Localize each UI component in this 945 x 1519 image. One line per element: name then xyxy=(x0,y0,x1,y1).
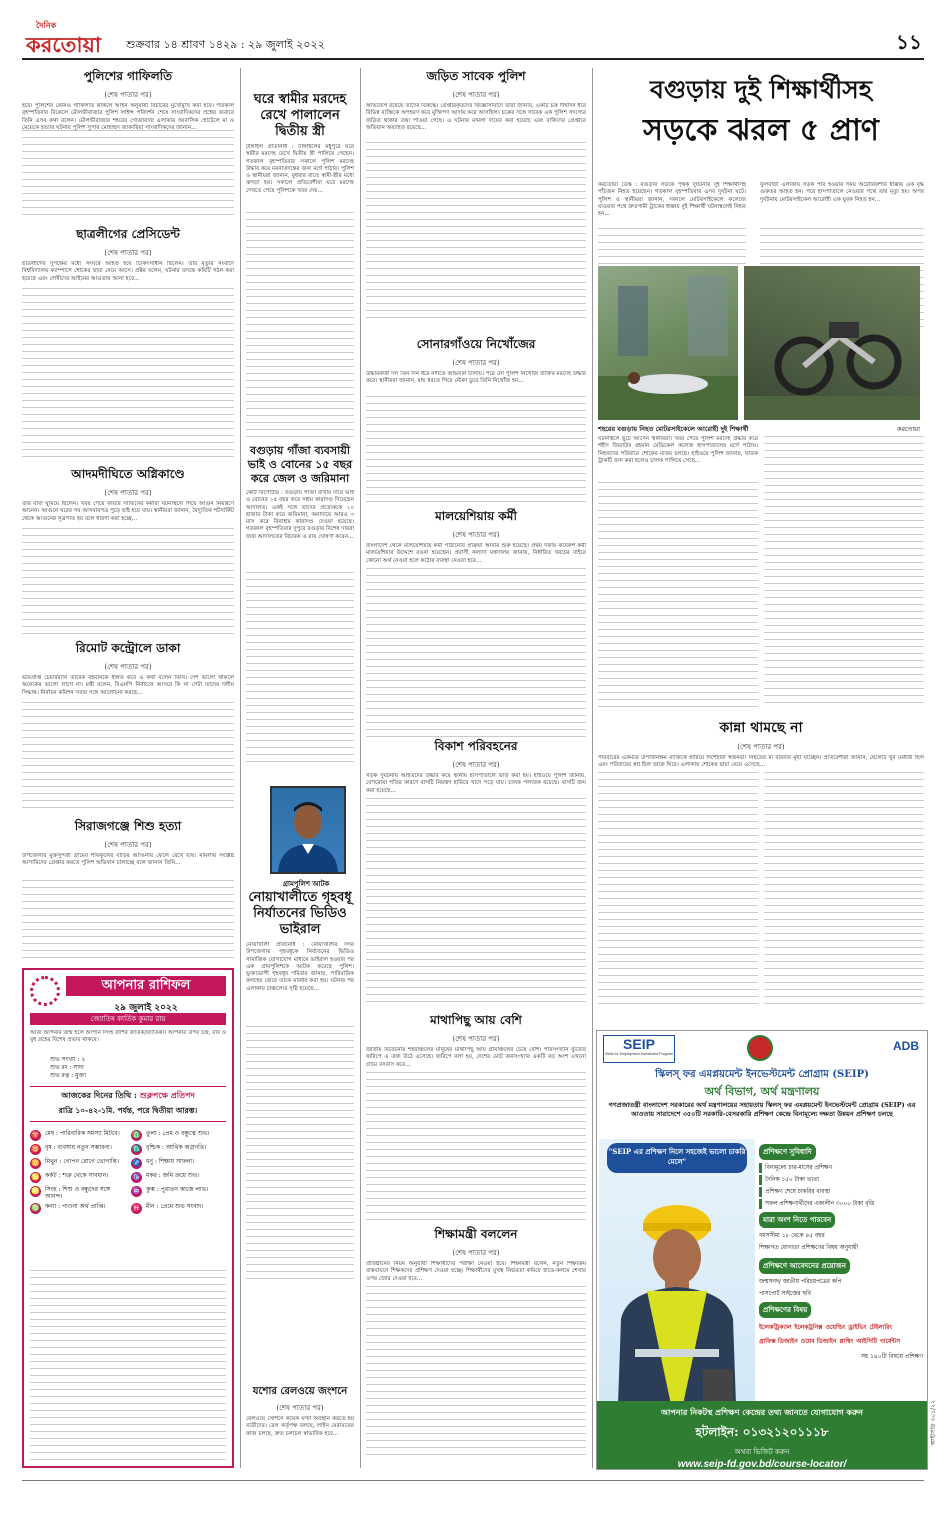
lucky-value: সাদা xyxy=(73,1064,84,1071)
scorpio-icon: ♏ xyxy=(132,1145,141,1153)
article-headline[interactable]: নোয়াখালীতে গৃহবধূ নির্যাতনের ভিডিও ভাইরাল xyxy=(248,890,352,937)
docs-item: জন্মসনদ/ জাতীয় পরিচয়পত্রের কপি xyxy=(759,1279,842,1285)
main-headline-2[interactable]: সড়কে ঝরল ৫ প্রাণ xyxy=(643,113,879,148)
text-lines xyxy=(366,1072,586,1222)
horoscope-title-bar xyxy=(66,976,226,996)
govt-seal-icon xyxy=(747,1035,773,1061)
article-ganja xyxy=(246,444,354,550)
zodiac-text: বৃশ্চিক : আর্থিক অগ্রগতি। xyxy=(146,1144,207,1151)
text-lines xyxy=(764,436,924,708)
article-body: উপজেলার মুক্তসুন্দরী গ্রামের শফিকুলের বাড়ির আঙিনায় ফেলে রেখে যায়। মামলায় সংশ্লিষ্ট আসামিদের গ্রেপ্তার করতে পুলিশ অভিযান চালাচ্ছে বলে জানান তিনি... xyxy=(22,853,234,867)
article-headline[interactable]: যশোর রেলওয়ে জংশনে xyxy=(252,1386,348,1397)
topic-item: প্লাম্বিং xyxy=(839,1338,854,1345)
article-police xyxy=(22,68,234,133)
article-headline[interactable]: পুলিশের গাফিলতি xyxy=(83,69,173,83)
text-lines xyxy=(366,1286,586,1456)
seip-logo xyxy=(603,1035,675,1063)
aquarius-icon: ♒ xyxy=(132,1187,141,1195)
article-adamdighi xyxy=(22,466,234,531)
topic-item: গার্মেন্টস xyxy=(879,1338,901,1345)
zodiac-item[interactable] xyxy=(131,1203,226,1214)
ad-title: স্কিলস্ ফর এমপ্লয়মেন্ট ইনভেস্টমেন্ট প্রোগ্রাম (SEIP) xyxy=(655,1069,869,1080)
article-body: টাঙ্গাইল প্রতিনিধি : টাঙ্গাইলের মধুপুরে ঘরে স্বামীর মরদেহ রেখে দ্বিতীয় স্ত্রী পালিয়ে গেছেন। গতকাল বৃহস্পতিবার সকালে পুলিশ মরদেহ উদ্ধার করে ময়নাতদন্তের জন্য মর্গে পাঠায়। পুলিশ ও স্থানীয়রা জানান, বুধবার রাতে স্বামী-স্ত্রীর মধ্যে ঝগড়া হয়। সকালে প্রতিবেশীরা ঘরে মরদেহ দেখতে পেয়ে পুলিশকে খবর দেয়... xyxy=(246,144,354,194)
article-body: রেলওয়ে স্টেশনে কয়েক ঘণ্টা অবস্থান করতে হয় যাত্রীদের। রেল কর্তৃপক্ষ বলছে, লাইন মেরামতের কাজ চলছে, দ্রুত চলাচল স্বাভাবিক হবে... xyxy=(246,1416,354,1437)
topic-item: গ্রাফিক্স ডিজাইন xyxy=(759,1338,798,1345)
text-lines xyxy=(22,880,234,960)
tithi-value: শুক্লপক্ষে প্রতিপদ xyxy=(139,1090,195,1100)
article-sub: (শেষ পাতার পর) xyxy=(104,91,152,99)
visit-text: অথবা ভিজিট করুন xyxy=(734,1448,790,1456)
text-lines xyxy=(598,228,746,264)
text-lines xyxy=(366,142,586,322)
pisces-icon: ♓ xyxy=(132,1204,141,1212)
text-lines xyxy=(366,798,586,1008)
horoscope-date: ২৯ জুলাই ২০২২ xyxy=(114,1003,178,1013)
topic-item: ওয়েব ডিজাইন xyxy=(800,1338,837,1345)
zodiac-item[interactable] xyxy=(131,1172,226,1183)
main-body-left: করতোয়া ডেস্ক : বগুড়ার সড়কে পৃথক দুর্ঘটনায় দুই শিক্ষার্থীসহ পাঁচজন নিহত হয়েছেন। গতকাল বৃহস্পতিবার এসব দুর্ঘটনা ঘটে। পুলিশ ও স্থানীয়রা জানান, সকালে মোটরসাইকেলে কলেজে যাওয়ার পথে দ্রুতগামী ট্রাকের ধাক্কায় দুই শিক্ষার্থী ঘটনাস্থলেই নিহত হন... xyxy=(598,182,746,218)
article-body: ছাত্রলীগের দুপক্ষের মধ্যে সংঘর্ষে আহত হয়ে চিকিৎসাধীন ছিলেন। তার মৃত্যুর সংবাদে বিশ্ববিদ্যালয় ক্যাম্পাসে শোকের ছায়া নেমে আসে। প্রক্টর বলেন, ঘটনার তদন্তে কমিটি গঠন করা হয়েছে এবং দোষীদের আইনের আওতায় আনা হবে... xyxy=(22,261,234,282)
zodiac-item[interactable] xyxy=(131,1158,226,1169)
aries-icon: ♈ xyxy=(31,1131,40,1139)
eligibility-item: শিক্ষাগত যোগ্যতা প্রশিক্ষণের বিষয় অনুযায়ী xyxy=(759,1245,859,1251)
accident-photo-left xyxy=(598,266,738,420)
article-shirajganj xyxy=(22,818,234,883)
main-photo-caption-right: করতোয়া xyxy=(896,425,920,433)
zodiac-text: কুম্ভ : পুরাতন কাজে লাভ। xyxy=(146,1186,209,1193)
article-jessore xyxy=(246,1384,354,1476)
leo-icon: ♌ xyxy=(31,1187,40,1195)
hotline-number[interactable]: ০১৩২১২০১১১৮ xyxy=(742,1425,829,1439)
zodiac-item[interactable] xyxy=(30,1144,125,1155)
contact-bar xyxy=(597,1401,927,1469)
article-headline[interactable]: ছাত্রলীগের প্রেসিডেন্ট xyxy=(76,227,180,241)
cancer-icon: ♋ xyxy=(31,1173,40,1181)
lucky-row: শুভ রত্ন : মুক্তা xyxy=(50,1072,86,1079)
article-husband xyxy=(246,92,354,204)
column-divider xyxy=(360,68,361,1468)
zodiac-wheel-icon xyxy=(30,976,60,1006)
text-lines xyxy=(22,528,234,636)
topics-section xyxy=(759,1297,923,1362)
text-lines xyxy=(246,572,354,762)
lucky-row: শুভ রং : সাদা xyxy=(50,1064,84,1071)
benefit-item: প্রশিক্ষণ শেষে চাকরির ব্যবস্থা xyxy=(759,1187,923,1197)
zodiac-item[interactable] xyxy=(131,1130,226,1141)
benefit-item: বিনামূল্যে চার-মাসের প্রশিক্ষণ xyxy=(759,1163,923,1173)
topic-item: ড্রাইভিং xyxy=(848,1324,867,1331)
horoscope-intro: আজ আপনার জন্ম হলে আপনি সিংহ রাশির জাতক/জাতিকা। আপনার উপর চন্দ্র, রবি ও বুধ গ্রহের বিশেষ প্রভাব থাকবে। xyxy=(30,1030,226,1044)
topic-item: ইলেকট্রিক্যাল xyxy=(759,1324,792,1331)
benefits-section xyxy=(759,1139,923,1209)
benefit-item: সফল প্রশিক্ষণার্থীদের একালীন ৩০০০ টাকা বৃত্তি xyxy=(759,1199,923,1209)
text-lines xyxy=(22,702,234,812)
page-number: ১১ xyxy=(896,30,922,54)
article-headline[interactable]: কান্না থামছে না xyxy=(719,720,803,736)
article-sonargaon xyxy=(366,336,586,401)
text-lines xyxy=(366,568,586,738)
article-sub: (শেষ পাতার পর) xyxy=(104,663,152,671)
text-lines xyxy=(22,130,234,220)
lucky-value: ২ xyxy=(81,1056,86,1063)
lucky-label: শুভ সংখ্যা xyxy=(50,1056,76,1063)
eligibility-section xyxy=(759,1207,923,1253)
topic-item: ইলেকট্রনিক্স xyxy=(794,1324,823,1331)
zodiac-text: সিংহ : শিশু ও বন্ধুদের সঙ্গে আনন্দ। xyxy=(45,1186,111,1200)
accident-photo-right xyxy=(744,266,920,420)
zodiac-text: মিথুন : গোপন রোগে ভোগান্তি। xyxy=(45,1158,120,1165)
adb-logo: ADB xyxy=(893,1039,919,1053)
article-body: বাংলাদেশ থেকে মালয়েশিয়ায় কর্মী পাঠানোর প্রক্রিয়া আবার শুরু হয়েছে। প্রথম দফায় কয়েকশ কর্মী মালয়েশিয়ার উদ্দেশে রওনা হয়েছেন। প্রবাসী কল্যাণ মন্ত্রণালয় জানায়, নির্ধারিত খরচের বাইরে কোনো অর্থ নেওয়া হলে কঠোর ব্যবস্থা নেওয়া হবে... xyxy=(366,543,586,564)
topics-grid xyxy=(759,1322,923,1347)
article-sub: (শেষ পাতার পর) xyxy=(737,743,785,751)
main-body-lower: ঘটনাস্থলে ছুটে আসেন স্থানীয়রা। খবর পেয়ে পুলিশ মরদেহ উদ্ধার করে শহীদ জিয়াউর রহমান মেডিকেল কলেজ হাসপাতালের মর্গে পাঠায়। নিহতদের পরিবারে শোকের মাতম চলছে। হাইওয়ে পুলিশ জানায়, ঘাতক ট্রাকটি জব্দ করা হলেও চালক পালিয়ে গেছে... xyxy=(598,436,758,464)
horoscope-author-bar xyxy=(30,1013,226,1025)
article-malaysia xyxy=(366,508,586,573)
article-body: উদ্ধারকারী দল তিন দিন ধরে নদীতে অভিযান চালায়। পরে নৌ পুলিশ নিখোঁজ ব্যক্তির মরদেহ উদ্ধার করে। স্থানীয়রা জানান, মাছ ধরতে গিয়ে নৌকা ডুবে তিনি নিখোঁজ হন... xyxy=(366,371,586,385)
article-sub: (শেষ পাতার পর) xyxy=(104,249,152,257)
article-sub: (শেষ পাতার পর) xyxy=(104,489,152,497)
paper-name-small: দৈনিক xyxy=(36,20,57,30)
article-education xyxy=(366,1226,586,1291)
article-headline[interactable]: মাথাপিছু আয় বেশি xyxy=(430,1013,522,1027)
article-headline[interactable]: মালয়েশিয়ায় কর্মী xyxy=(435,509,517,523)
tithi-box xyxy=(30,1086,226,1122)
horoscope-author: জ্যোতিষ কার্তিক কুমার রায় xyxy=(90,1015,166,1023)
article-student xyxy=(22,226,234,291)
article-noakhali xyxy=(246,890,354,1012)
article-sub: (শেষ পাতার পর) xyxy=(104,841,152,849)
article-body: সড়ক দুর্ঘটনায় আহতদের উদ্ধার করে স্থানীয় হাসপাতালে ভর্তি করা হয়। হাইওয়ে পুলিশ জানায়, বেপরোয়া গতির কারণে বাসটি নিয়ন্ত্রণ হারিয়ে খাদে পড়ে যায়। চালক পলাতক রয়েছে। বাসটি জব্দ করা হয়েছে... xyxy=(366,773,586,794)
article-sub: (শেষ পাতার পর) xyxy=(452,1249,500,1257)
header-rule xyxy=(22,58,924,60)
article-sub: (শেষ পাতার পর) xyxy=(452,91,500,99)
article-bikash xyxy=(366,738,586,803)
paper-name[interactable]: করতোয়া xyxy=(26,32,101,57)
contact-line: আপনার নিকটস্থ প্রশিক্ষণ কেন্দ্রের তথ্য জানতে যোগাযোগ করুন xyxy=(661,1407,863,1417)
article-sub: (শেষ পাতার পর) xyxy=(452,1035,500,1043)
text-lines xyxy=(22,288,234,458)
article-body: অভিযোগ রয়েছে তাদের বিরুদ্ধে। গ্রেপ্তারকৃতদের জিজ্ঞাসাবাদে তারা জানায়, একটি চক্র দীর্ঘদিন ধরে বিভিন্ন ব্যক্তিকে অপহরণ করে মুক্তিপণ আদায় করে আসছিল। চক্রের সঙ্গে সাবেক এক পুলিশ সদস্যের জড়িত থাকার তথ্য পাওয়া গেছে। এ ঘটনায় মামলা দায়ের করা হয়েছে এবং বাকিদের গ্রেপ্তারে অভিযান অব্যাহত রয়েছে... xyxy=(366,103,586,131)
taurus-icon: ♉ xyxy=(31,1145,40,1153)
article-body: নোয়াখালী প্রতিনিধি : নোয়াখালীর সদর উপজেলায় গৃহবধূকে নির্যাতনের ভিডিও সামাজিক যোগাযোগ মাধ্যমে ভাইরাল হওয়ার পর এক গ্রামপুলিশকে আটক করেছে পুলিশ। ভুক্তভোগী গৃহবধূর পরিবার জানায়, পারিবারিক কলহের জেরে তাকে মারধর করা হয়। ঘটনার পর এলাকায় চাঞ্চল্যের সৃষ্টি হয়েছে... xyxy=(246,942,354,992)
text-lines xyxy=(366,396,586,506)
article-body: তার বাবা ঘুমিয়ে ছিলেন। খবর পেয়ে ফায়ার সার্ভিসের কর্মীরা ঘটনাস্থলে গিয়ে আগুন নিয়ন্ত্রণে আনেন। আগুনে ঘরের সব আসবাবপত্র পুড়ে ছাই হয়ে যায়। স্থানীয়রা জানান, বৈদ্যুতিক শর্টসার্কিট থেকে আগুনের সূত্রপাত হয় বলে ধারণা করা হচ্ছে... xyxy=(22,501,234,522)
seip-advertisement[interactable] xyxy=(596,1030,928,1470)
article-crying xyxy=(598,716,924,777)
article-sub: (শেষ পাতার পর) xyxy=(452,761,500,769)
portrait-photo xyxy=(270,786,346,874)
zodiac-item[interactable] xyxy=(30,1186,125,1200)
gemini-icon: ♊ xyxy=(31,1159,40,1167)
zodiac-item[interactable] xyxy=(131,1144,226,1155)
zodiac-item[interactable] xyxy=(30,1130,125,1141)
main-headline-1[interactable]: বগুড়ায় দুই শিক্ষার্থীসহ xyxy=(650,75,872,104)
benefits-title: প্রশিক্ষণে সুবিধাদি xyxy=(759,1144,816,1160)
lucky-label: শুভ রত্ন xyxy=(50,1072,70,1079)
zodiac-item[interactable] xyxy=(30,1203,125,1214)
article-sub: (শেষ পাতার পর) xyxy=(452,359,500,367)
eligibility-title: যারা অংশ নিতে পারবেন xyxy=(759,1212,835,1228)
article-body: কোর্ট রিপোর্টার : বগুড়ায় গাঁজা রাখার দায়ে ভাই ও বোনের ১৫ বছর করে সশ্রম কারাদণ্ড দিয়েছেন আদালত। একই সঙ্গে তাদের প্রত্যেককে ১০ হাজার টাকা করে জরিমানা, অনাদায়ে আরও ৩ মাস করে বিনাশ্রম কারাদণ্ড দেওয়া হয়েছে। গতকাল বৃহস্পতিবার দুপুরে বগুড়ার বিশেষ দায়রা জজ আদালতের বিচারক এ রায় ঘোষণা করেন... xyxy=(246,490,354,540)
lucky-label: শুভ রং xyxy=(50,1064,68,1071)
article-body: জাতীয় বিবেচনায় শহরাঞ্চলের মানুষের মাথাপিছু আয় গ্রামাঞ্চলের চেয়ে বেশি। পরিসংখ্যান ব্যুরোর জরিপে এ তথ্য উঠে এসেছে। জরিপে বলা হয়, দেশের মোট জনসংখ্যার একটি বড় অংশ এখনো গ্রামে বসবাস করে... xyxy=(366,1047,586,1068)
topics-more: সহ ১৪০টি বিষয়ে প্রশিক্ষণ xyxy=(860,1353,923,1360)
docs-item: পাসপোর্ট সাইজের ছবি xyxy=(759,1291,811,1297)
motorcycle-wreck-icon xyxy=(744,266,920,420)
docs-section xyxy=(759,1253,923,1299)
topic-item: আইসিটি xyxy=(856,1338,877,1345)
text-lines xyxy=(30,1270,226,1460)
horoscope-box xyxy=(22,968,234,1468)
article-income xyxy=(366,1012,586,1077)
ad-side-code: আইসিডি ৩০১/২২ xyxy=(930,1400,937,1446)
zodiac-text: মকর : জমি ক্রয়ে শুভ। xyxy=(146,1172,200,1179)
article-headline[interactable]: জড়িত সাবেক পুলিশ xyxy=(426,69,526,83)
column-divider xyxy=(592,68,593,1468)
zodiac-item[interactable] xyxy=(30,1158,125,1169)
text-lines xyxy=(598,482,758,708)
seip-logo-sub: Skills for Employment Investment Program xyxy=(605,1052,673,1056)
article-body: ভারপ্রাপ্ত চেয়ারম্যান তারেক রহমানকে ইঙ্গিত করে এ কথা বলেন তিনি। দেশ ভালো থাকলে অনেকের ভালো লাগে না। মন্ত্রী বলেন, বিএনপি নির্বাচনে আসবে কি না সেটা তাদের দলীয় সিদ্ধান্ত। নির্বাচন কমিশন সবার সঙ্গে আলোচনা করছে... xyxy=(22,675,234,696)
portrait-caption: গ্রামপুলিশ আটক xyxy=(282,879,330,888)
tithi-time: রাত্রি ১০-৪২-১মি. পর্যন্ত, পরে দ্বিতীয়া আরম্ভ। xyxy=(58,1106,198,1115)
text-lines xyxy=(764,772,924,1010)
worker-illustration xyxy=(599,1139,755,1439)
article-headline[interactable]: সোনারগাঁওয়ে নিখোঁজের xyxy=(416,337,536,351)
article-sub: (শেষ পাতার পর) xyxy=(452,531,500,539)
zodiac-text: তুলা : প্রেম ও বন্ধুত্বে শুভ। xyxy=(146,1130,210,1137)
article-headline[interactable]: সিরাজগঞ্জে শিশু হত্যা xyxy=(74,819,182,833)
engineer-icon xyxy=(607,1179,747,1433)
hotline-label: হটলাইন: xyxy=(695,1425,739,1439)
accident-scene-icon xyxy=(598,266,738,420)
article-sub: (শেষ পাতার পর) xyxy=(276,1404,324,1412)
masthead xyxy=(22,18,924,62)
sagittarius-icon: ♐ xyxy=(132,1159,141,1167)
zodiac-text: ধনু : শিক্ষায় সাফল্য। xyxy=(146,1158,195,1165)
lucky-list xyxy=(50,1056,220,1080)
text-lines xyxy=(246,212,354,442)
zodiac-text: বৃষ : ব্যবসায় নতুন সম্ভাবনা। xyxy=(45,1144,112,1151)
lucky-row: শুভ সংখ্যা : ২ xyxy=(50,1056,86,1063)
text-lines xyxy=(246,1026,354,1282)
article-headline[interactable]: আদমদীঘিতে অগ্নিকাণ্ডে xyxy=(71,467,185,481)
person-portrait-icon xyxy=(272,788,344,872)
date-line: শুক্রবার ১৪ শ্রাবণ ১৪২৯ : ২৯ জুলাই ২০২২ xyxy=(126,38,325,51)
benefit-item: দৈনিক ১৫০ টাকা ভাতা xyxy=(759,1175,923,1185)
zodiac-grid xyxy=(30,1130,226,1217)
article-headline[interactable]: বগুড়ায় গাঁজা ব্যবসায়ী ভাই ও বোনের ১৫ বছর করে জেল ও জরিমানা xyxy=(247,444,353,485)
topic-item: টেইলারিং xyxy=(869,1324,892,1331)
main-photo-caption-left: শহরের বগুড়ায় নিহত মোটরসাইকেলে আরোহী দুই শিক্ষার্থী xyxy=(598,425,749,433)
article-body: হবে। পুলিশের কোনও গাফিলতি থাকলে আইন অনুযায়ী বিচারের মুখোমুখি করা হবে। গতকাল বৃহস্পতিবার বিকেলে মৌলভীবাজার পুলিশ লাইন্স পরিদর্শন শেষে সাংবাদিকদের প্রশ্নের জবাবে তিনি এসব কথা বলেন। মৌলভীবাজার শহরের গোজারাজ এলাকায় আবাসিক হোটেলে মা ও মেয়েকে হত্যার ঘটনায় পুলিশ সুপার মোহাম্মদ জাকারিয়া সাংবাদিকদের জানান... xyxy=(22,103,234,131)
article-headline[interactable]: বিকাশ পরিবহনের xyxy=(434,739,518,753)
zodiac-text: মীন : প্রেমে শুভ সংবাদ। xyxy=(146,1203,204,1210)
article-body: পরিবারের একমাত্র উপার্জনক্ষম ব্যক্তিকে হারিয়ে দিশেহারা স্বজনরা। নিহতের মা বারবার মূর্ছা যাচ্ছেন। প্রতিবেশীরা জানান, ছেলেটি খুব মেধাবী ছিল এবং পরিবারের স্বপ্ন ছিল তাকে ঘিরে। এলাকায় শোকের ছায়া নেমে এসেছে... xyxy=(598,755,924,769)
article-body: প্রতিষ্ঠানের নিয়ম অনুযায়ী শিক্ষার্থীদের পরীক্ষা নেওয়া হবে। শিক্ষামন্ত্রী বলেন, নতুন শিক্ষাক্রম বাস্তবায়নে শিক্ষকদের প্রশিক্ষণ দেওয়া হচ্ছে। শিক্ষার্থীদের মুখস্থ নির্ভরতা কমিয়ে হাতে-কলমে শেখার ওপর জোর দেওয়া হবে... xyxy=(366,1261,586,1282)
ad-intro: গণপ্রজাতন্ত্রী বাংলাদেশ সরকারের অর্থ মন্ত্রণালয়ের সহায়তায় স্কিলস্ ফর এমপ্লয়মেন্ট ইনভেস্টমেন্ট প্রোগ্রাম (SEIP) এর আওতায় সারাদেশে ৩৫০টি সরকারি-বেসরকারি প্রশিক্ষণ কেন্দ্রে বিনামূল্যে দক্ষতা উন্নয়ন প্রশিক্ষণ চলছে xyxy=(608,1101,916,1118)
capricorn-icon: ♑ xyxy=(132,1173,141,1181)
lucky-value: মুক্তা xyxy=(75,1072,86,1079)
ad-url-link[interactable]: www.seip-fd.gov.bd/course-locator/ xyxy=(677,1459,847,1470)
main-body-right: ফুলবাড়ী এলাকায় সড়ক পার হওয়ার সময় অটোরিকশার ধাক্কায় এক বৃদ্ধ গুরুতর আহত হন। পরে হাসপাতালে নেওয়ার পথে তার মৃত্যু হয়। অপর দুর্ঘটনায় মোটরসাইকেল আরোহী এক যুবক নিহত হন... xyxy=(760,182,924,203)
article-former-police xyxy=(366,68,586,147)
text-lines xyxy=(598,772,758,1010)
virgo-icon: ♍ xyxy=(31,1204,40,1212)
zodiac-text: কর্কট : শত্রু থেকে সাবধান। xyxy=(45,1172,109,1179)
tithi-label: আজকের দিনের তিথি : xyxy=(61,1090,137,1100)
seip-logo-text: SEIP xyxy=(623,1036,655,1052)
libra-icon: ♎ xyxy=(132,1131,141,1139)
zodiac-text: কন্যা : পাওনা অর্থ প্রাপ্তি। xyxy=(45,1203,106,1210)
eligibility-item: বয়সসীমা ১৮ থেকে ৪৫ বছর xyxy=(759,1233,825,1239)
zodiac-item[interactable] xyxy=(30,1172,125,1183)
article-headline[interactable]: ঘরে স্বামীর মরদেহ রেখে পালালেন দ্বিতীয় স্ত্রী xyxy=(253,92,347,139)
article-remote xyxy=(22,640,234,705)
speech-bubble: "SEIP এর প্রশিক্ষণ নিলে সহজেই ভালো চাকরি মেলে" xyxy=(607,1143,747,1173)
topics-title: প্রশিক্ষণের বিষয় xyxy=(759,1302,811,1318)
docs-title: প্রশিক্ষণে আবেদনের প্রয়োজন xyxy=(759,1258,850,1274)
article-headline[interactable]: রিমোট কন্ট্রোলে ডাকা xyxy=(75,641,181,655)
horoscope-title[interactable]: আপনার রাশিফল xyxy=(101,978,191,993)
topic-item: ওয়েল্ডিং xyxy=(825,1324,846,1331)
ad-org: অর্থ বিভাগ, অর্থ মন্ত্রণালয় xyxy=(704,1085,820,1098)
column-divider xyxy=(240,68,241,1468)
footer-rule xyxy=(22,1480,924,1481)
zodiac-text: মেষ : পারিবারিক সমস্যা মিটবে। xyxy=(45,1130,120,1137)
zodiac-item[interactable] xyxy=(131,1186,226,1200)
article-headline[interactable]: শিক্ষামন্ত্রী বললেন xyxy=(434,1227,518,1241)
